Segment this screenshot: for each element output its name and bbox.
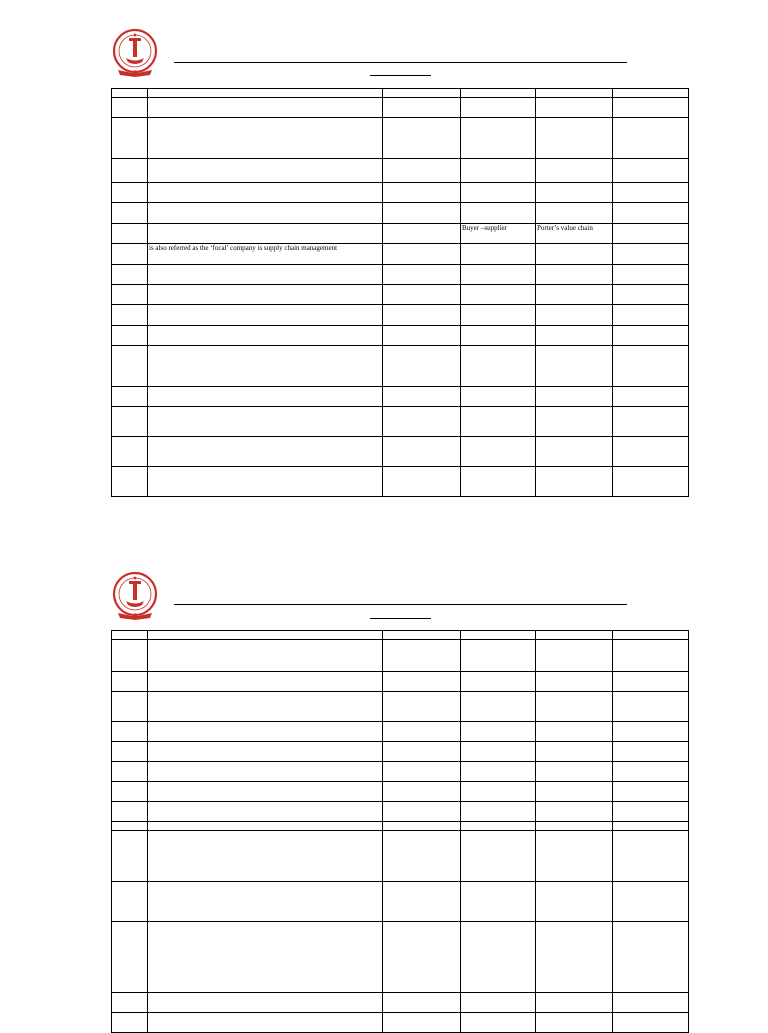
table-row: [112, 722, 689, 742]
table-cell: [613, 922, 689, 993]
table-cell: [148, 1013, 383, 1033]
table-cell: [112, 822, 148, 831]
table-row: [112, 692, 689, 722]
table-cell: [613, 822, 689, 831]
table-cell: [148, 822, 383, 831]
table-cell: [536, 672, 613, 692]
table-cell: [613, 1013, 689, 1033]
table-cell: [461, 922, 536, 993]
table-cell: [536, 631, 613, 640]
table-cell: [536, 692, 613, 722]
table-row: [112, 993, 689, 1013]
table-cell: [461, 993, 536, 1013]
table-cell: [613, 831, 689, 882]
table-row: [112, 882, 689, 922]
table-cell: [536, 782, 613, 802]
table-cell: [383, 692, 461, 722]
table-cell: [383, 722, 461, 742]
table-cell: [383, 993, 461, 1013]
table-cell: [536, 993, 613, 1013]
table-cell: [461, 782, 536, 802]
table-cell: [148, 742, 383, 762]
table-row: [112, 672, 689, 692]
table-cell: [112, 802, 148, 822]
table-cell: [536, 762, 613, 782]
table-cell: [112, 782, 148, 802]
table-row: [112, 742, 689, 762]
table-cell: [461, 742, 536, 762]
table-cell: [148, 762, 383, 782]
table-cell: [613, 782, 689, 802]
table-cell: [383, 640, 461, 672]
table-cell: [613, 762, 689, 782]
table-row: [112, 802, 689, 822]
table-cell: [112, 762, 148, 782]
table-row: [112, 1013, 689, 1033]
table-cell: [383, 822, 461, 831]
table-cell: [461, 631, 536, 640]
table-cell: [112, 742, 148, 762]
table-cell: [613, 631, 689, 640]
table-cell: [461, 672, 536, 692]
table-cell: [383, 762, 461, 782]
table-cell: [112, 672, 148, 692]
table-cell: [112, 631, 148, 640]
table-cell: [613, 802, 689, 822]
table-cell: [112, 922, 148, 993]
table-cell: [536, 922, 613, 993]
table-cell: [148, 831, 383, 882]
table-cell: [148, 802, 383, 822]
table-cell: [461, 640, 536, 672]
table-cell: [613, 640, 689, 672]
table-cell: [613, 692, 689, 722]
table-cell: [383, 782, 461, 802]
table-cell: [383, 631, 461, 640]
table-row: [112, 762, 689, 782]
table-cell: [383, 831, 461, 882]
table-cell: [112, 722, 148, 742]
table-cell: [383, 1013, 461, 1033]
table-row: [112, 782, 689, 802]
subtitle-rule: [370, 618, 431, 619]
table-row: [112, 640, 689, 672]
table-cell: [383, 672, 461, 692]
table-cell: [112, 882, 148, 922]
table-cell: [613, 742, 689, 762]
table-cell: [536, 742, 613, 762]
table-cell: [461, 831, 536, 882]
table-cell: [148, 782, 383, 802]
table-cell: [112, 993, 148, 1013]
institute-logo-icon: [109, 570, 161, 622]
table-cell: [536, 831, 613, 882]
table-cell: [461, 882, 536, 922]
table-cell: Buyer –supplier: [461, 224, 536, 244]
table-cell: [536, 1013, 613, 1033]
table-cell: [536, 882, 613, 922]
table-cell: [148, 882, 383, 922]
table-cell: [112, 831, 148, 882]
table-cell: [461, 692, 536, 722]
table-cell: [461, 822, 536, 831]
table-cell: [461, 762, 536, 782]
table-cell: is also referred as the ‘focal’ company is supply chain management: [148, 244, 383, 265]
table-row: [112, 631, 689, 640]
table-cell: [383, 802, 461, 822]
table-cell: [536, 640, 613, 672]
table-cell: [613, 882, 689, 922]
table-cell: [148, 993, 383, 1013]
table-cell: [148, 722, 383, 742]
title-rule: [174, 604, 627, 605]
table-cell: [148, 672, 383, 692]
table-cell: [383, 882, 461, 922]
table-row: [112, 922, 689, 993]
table-cell: [148, 922, 383, 993]
table-cell: [148, 692, 383, 722]
table-cell: [112, 1013, 148, 1033]
table-cell: [536, 722, 613, 742]
table-cell: [383, 922, 461, 993]
table-cell: [112, 640, 148, 672]
table-cell: [383, 742, 461, 762]
table-cell: Porter’s value chain: [536, 224, 613, 244]
table-cell: [461, 722, 536, 742]
table-cell: [613, 993, 689, 1013]
table-cell: [536, 802, 613, 822]
table-cell: [112, 692, 148, 722]
table-cell: [613, 672, 689, 692]
table-cell: [461, 1013, 536, 1033]
table-cell: [613, 722, 689, 742]
table-cell: [148, 640, 383, 672]
table-cell: [148, 631, 383, 640]
table-cell: [461, 802, 536, 822]
table-cell: [536, 822, 613, 831]
table-row: [112, 831, 689, 882]
table-row: [112, 822, 689, 831]
question-table: [111, 630, 689, 1033]
